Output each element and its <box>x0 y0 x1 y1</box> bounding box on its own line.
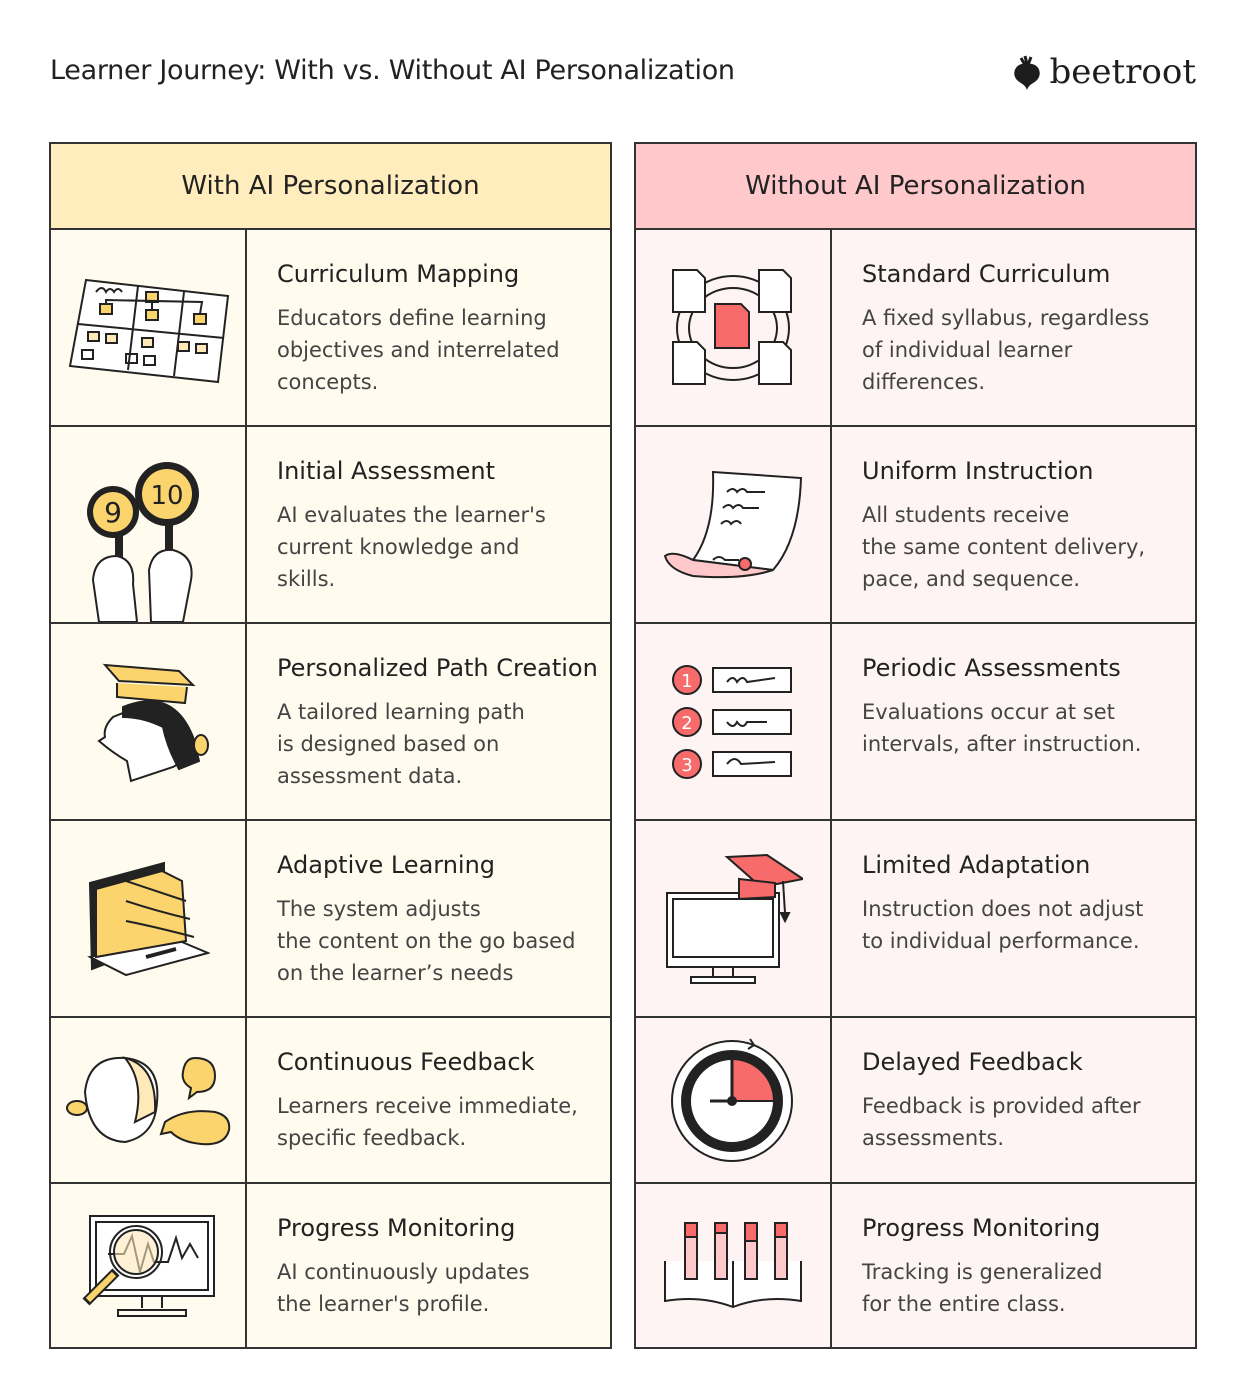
item-desc: All students receive the same content delivery, pace, and sequence. <box>862 503 1146 591</box>
beetroot-icon <box>1011 54 1043 90</box>
item-title: Standard Curriculum <box>862 260 1111 288</box>
item-title: Personalized Path Creation <box>277 654 598 682</box>
item-desc: Educators define learning objectives and interrelated concepts. <box>277 306 560 394</box>
table-row <box>636 821 1195 1018</box>
item-desc: Feedback is provided after assessments. <box>862 1094 1141 1150</box>
item-title: Initial Assessment <box>277 457 496 485</box>
without-ai-header: Without AI Personalization <box>636 144 1195 230</box>
item-title: Curriculum Mapping <box>277 260 520 288</box>
document-cycle-icon <box>671 268 795 388</box>
number-1: 1 <box>681 670 693 692</box>
item-title: Progress Monitoring <box>862 1214 1101 1242</box>
table-row <box>636 427 1195 624</box>
item-desc: The system adjusts the content on the go based on the learner’s needs <box>277 897 576 985</box>
item-title: Periodic Assessments <box>862 654 1121 682</box>
table-row <box>51 1184 610 1347</box>
monitor-graduation-cap-icon <box>663 853 803 985</box>
item-desc: Evaluations occur at set intervals, after instruction. <box>862 700 1142 756</box>
bar-chart-book-icon <box>661 1221 805 1311</box>
curriculum-map-icon <box>66 272 230 384</box>
number-2: 2 <box>681 712 693 734</box>
item-title: Uniform Instruction <box>862 457 1094 485</box>
table-row <box>51 427 610 624</box>
item-desc: AI evaluates the learner's current knowledge and skills. <box>277 503 546 591</box>
logo <box>1011 52 1196 92</box>
logo-text: beetroot <box>1049 52 1196 92</box>
robot-feedback-icon <box>65 1052 231 1148</box>
table-row <box>636 624 1195 821</box>
with-ai-table <box>49 142 612 1349</box>
item-title: Delayed Feedback <box>862 1048 1083 1076</box>
item-title: Continuous Feedback <box>277 1048 535 1076</box>
item-desc: A tailored learning path is designed based on assessment data. <box>277 700 525 788</box>
with-ai-header: With AI Personalization <box>51 144 610 230</box>
table-row <box>636 230 1195 427</box>
table-row <box>51 1018 610 1184</box>
item-title: Progress Monitoring <box>277 1214 516 1242</box>
item-desc: Tracking is generalized for the entire class. <box>862 1260 1103 1316</box>
score-paddles-icon <box>83 460 213 622</box>
item-title: Adaptive Learning <box>277 851 496 879</box>
score-10: 10 <box>150 481 184 511</box>
table-row <box>51 821 610 1018</box>
table-row <box>51 230 610 427</box>
scroll-icon <box>663 470 803 580</box>
item-desc: A fixed syllabus, regardless of individual learner differences. <box>862 306 1150 394</box>
table-row <box>51 624 610 821</box>
score-9: 9 <box>104 496 122 529</box>
table-row <box>636 1184 1195 1347</box>
numbered-list-icon <box>671 664 795 780</box>
table-row <box>636 1018 1195 1184</box>
item-desc: Instruction does not adjust to individual performance. <box>862 897 1144 953</box>
without-ai-table <box>634 142 1197 1349</box>
item-desc: AI continuously updates the learner's profile. <box>277 1260 530 1316</box>
monitor-magnifier-icon <box>78 1214 218 1318</box>
item-desc: Learners receive immediate, specific feedback. <box>277 1094 578 1150</box>
item-title: Limited Adaptation <box>862 851 1091 879</box>
open-book-icon <box>86 861 210 977</box>
number-3: 3 <box>681 754 693 776</box>
clock-icon <box>670 1037 796 1163</box>
page-title: Learner Journey: With vs. Without AI Personalization <box>50 55 735 86</box>
graduate-head-icon <box>83 657 213 787</box>
